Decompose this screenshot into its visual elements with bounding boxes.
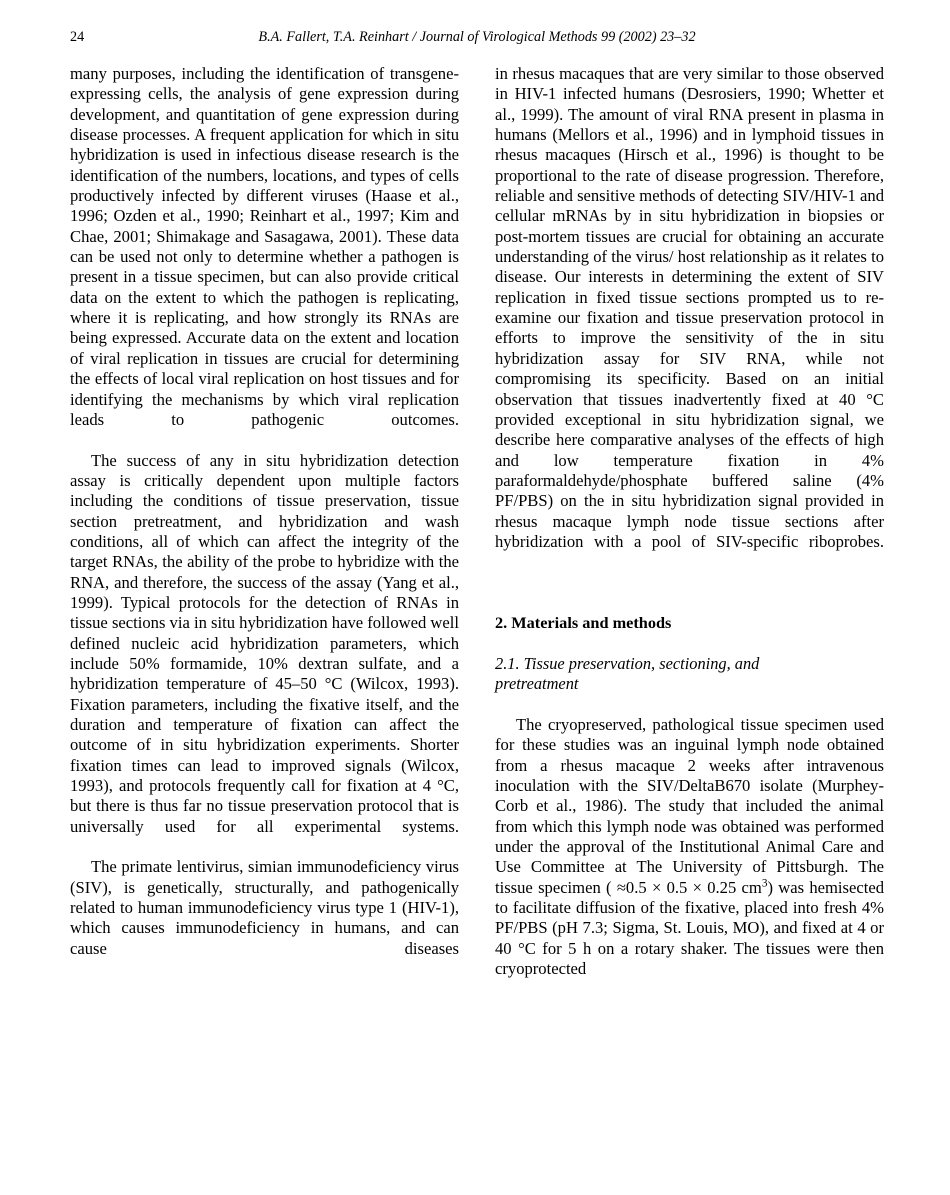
paragraph-tissue-specimen-part-2: ) was hemisected to facilitate diffusion of the fixative, placed into fresh 4% PF/PBS (pH 7.3; Sigma, St. Louis, MO), and fixed at 4 or 40 °C for 5 h on a rotary shaker. The tissues were then cryoprotected [495, 877, 884, 979]
two-column-body [70, 64, 884, 1154]
paragraph-siv-lentivirus: The primate lentivirus, simian immunodeficiency virus (SIV), is genetically, structurally, and pathogenically related to human immunodeficiency virus type 1 (HIV-1), which causes immunodeficiency in humans, and can cause diseases [70, 857, 459, 958]
page-number: 24 [70, 29, 85, 45]
paragraph-siv-continued: in rhesus macaques that are very similar to those observed in HIV-1 infected humans (Desrosiers, 1990; Whetter et al., 1999). The amount of viral RNA present in plasma in humans (Mellors et al., 1996) and in lymphoid tissues in rhesus macaques (Hirsch et al., 1996) is thought to be proportional to the rate of disease progression. Therefore, reliable and sensitive methods of detecting SIV/HIV-1 and cellular mRNAs by in situ hybridization in biopsies or post-mortem tissues are crucial for obtaining an accurate understanding of the virus/ host relationship as it relates to disease. Our interests in determining the extent of SIV replication in fixed tissue sections prompted us to re-examine our fixation and tissue preservation protocol in efforts to improve the sensitivity of the in situ hybridization assay for SIV RNA, while not compromising its specificity. Based on an initial observation that tissues inadvertently fixed at 40 °C provided exceptional in situ hybridization signal, we describe here comparative analyses of the effects of high and low temperature fixation in 4% paraformaldehyde/phosphate buffered saline (4% PF/PBS) on the in situ hybridization signal provided in rhesus macaque lymph node tissue sections after hybridization with a pool of SIV-specific riboprobes. [495, 64, 884, 551]
right-column [495, 64, 884, 1000]
superscript-cubic: 3 [761, 877, 768, 890]
subsection-spacer-below [495, 695, 884, 715]
subsection-heading-line-2: pretreatment [495, 674, 579, 694]
section-spacer-below [495, 634, 884, 654]
running-head [70, 27, 884, 47]
paragraph-tissue-specimen [495, 715, 884, 1000]
subsection-heading-tissue-preservation [495, 654, 884, 695]
running-head-title: B.A. Fallert, T.A. Reinhart / Journal of Virological Methods 99 (2002) 23–32 [258, 29, 696, 45]
left-column [70, 64, 459, 979]
paragraph-tissue-specimen-part-1: The cryopreserved, pathological tissue specimen used for these studies was an inguinal lymph node obtained from a rhesus macaque 2 weeks after intravenous inoculation with the SIV/DeltaB670 isolate (Murphey-Corb et al., 1986). The study that included the animal from which this lymph node was obtained was performed under the approval of the Institutional Animal Care and Use Committee at The University of Pittsburgh. The tissue specimen ( ≈0.5 × 0.5 × 0.25 cm [495, 715, 884, 897]
paragraph-hybridization-factors: The success of any in situ hybridization detection assay is critically dependent upon multiple factors including the conditions of tissue preservation, tissue section pretreatment, and hybridization and wash conditions, all of which can affect the integrity of the target RNAs, the ability of the probe to hybridize with the RNA, and therefore, the success of the assay (Yang et al., 1999). Typical protocols for the detection of RNAs in tissue sections via in situ hybridization have followed well defined nucleic acid hybridization parameters, which include 50% formamide, 10% dextran sulfate, and a hybridization temperature of 45–50 °C (Wilcox, 1993). Fixation parameters, including the fixative itself, and the duration and temperature of fixation can affect the outcome of in situ hybridization experiments. Shorter fixation times can lead to improved signals (Wilcox, 1993), and protocols frequently call for fixation at 4 °C, but there is thus far no tissue preservation protocol that is universally used for all experimental systems. [70, 450, 459, 836]
paragraph-intro-continued: many purposes, including the identification of transgene-expressing cells, the analysis of gene expression during development, and quantitation of gene expression during disease processes. A frequent application for which in situ hybridization is used in infectious disease research is the identification of the numbers, locations, and types of cells productively infected by different viruses (Haase et al., 1996; Ozden et al., 1990; Reinhart et al., 1997; Kim and Chae, 2001; Shimakage and Sasagawa, 2001). These data can be used not only to determine whether a pathogen is present in a tissue specimen, but can also provide critical data on the extent to which the pathogen is replicating, where it is replicating, and how strongly its RNAs are being expressed. Accurate data on the extent and location of viral replication in tissues are crucial for determining the effects of local viral replication on host tissues and for identifying the mechanisms by which viral replication leads to pathogenic outcomes. [70, 64, 459, 429]
subsection-heading-line-1: 2.1. Tissue preservation, sectioning, and [495, 653, 760, 673]
section-heading-materials-and-methods: 2. Materials and methods [495, 613, 672, 633]
section-spacer-above [495, 573, 884, 614]
